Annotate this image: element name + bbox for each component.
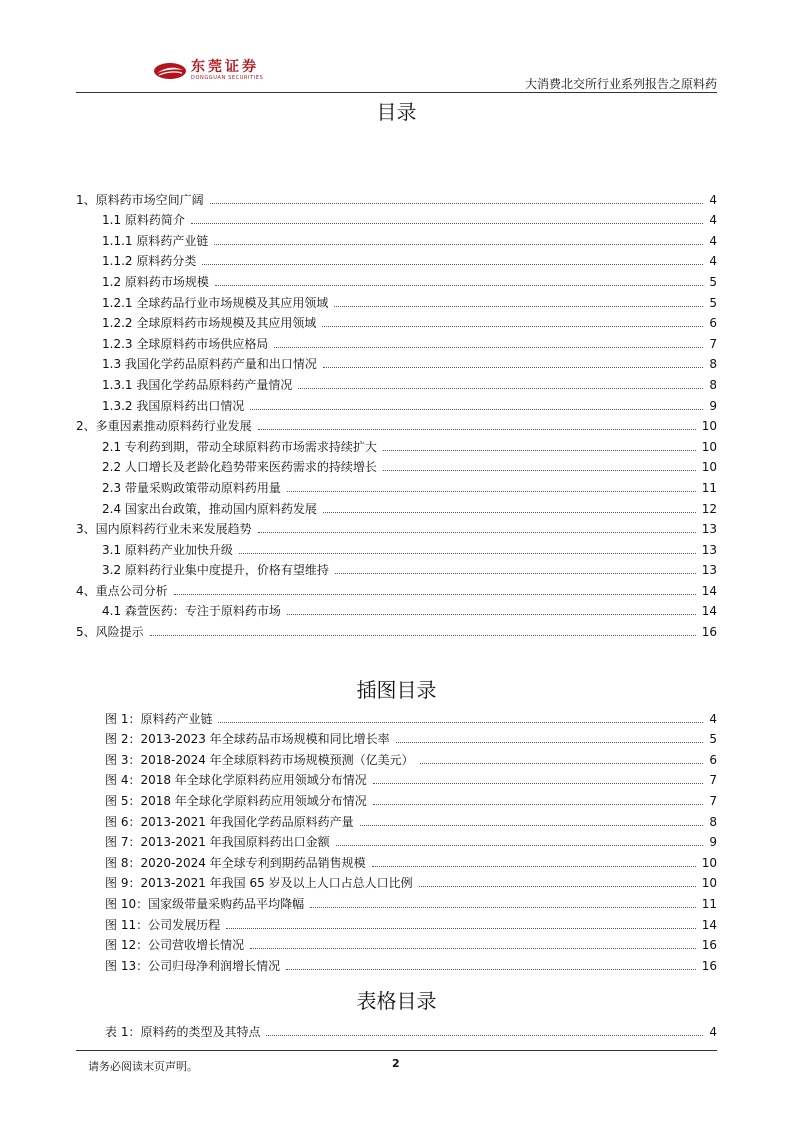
toc-entry-label: 1.1.2 原料药分类 [102, 254, 197, 269]
figure-entry-label: 图 4：2018 年全球化学原料药应用领域分布情况 [105, 773, 367, 788]
toc-entry-label: 2、多重因素推动原料药行业发展 [76, 419, 252, 434]
toc-entry[interactable] [76, 351, 717, 372]
dot-leader [372, 866, 696, 867]
dot-leader [323, 512, 696, 513]
dot-leader [373, 783, 703, 784]
dot-leader [214, 244, 703, 245]
toc-entry-label: 1.1.1 原料药产业链 [102, 233, 209, 248]
toc-entry-label: 3.1 原料药产业加快升级 [102, 542, 233, 557]
dot-leader [286, 969, 696, 970]
table-list [76, 1018, 717, 1039]
dot-leader [210, 203, 703, 204]
dot-leader [150, 635, 696, 636]
figure-entry-page: 7 [709, 773, 717, 788]
figure-entry-page: 10 [701, 855, 717, 870]
figure-entry[interactable] [76, 787, 717, 808]
toc-entry-label: 1.2.1 全球药品行业市场规模及其应用领域 [102, 295, 329, 310]
table-entry-page: 4 [709, 1024, 717, 1039]
toc-entry[interactable] [76, 248, 717, 269]
figure-entry[interactable] [76, 932, 717, 953]
toc-entry-page: 7 [709, 336, 717, 351]
toc-entry-page: 13 [701, 522, 717, 537]
toc-entry[interactable] [76, 618, 717, 639]
company-logo [153, 60, 263, 81]
dot-leader [373, 804, 703, 805]
dot-leader [336, 845, 703, 846]
dot-leader [191, 223, 703, 224]
figure-entry-label: 图 3：2018-2024 年全球原料药市场规模预测（亿美元） [105, 752, 414, 767]
toc-entry-page: 10 [701, 439, 717, 454]
toc-entry-page: 5 [709, 295, 717, 310]
toc-entry[interactable] [76, 207, 717, 228]
toc-entry[interactable] [76, 413, 717, 434]
figure-entry[interactable] [76, 808, 717, 829]
toc-entry-page: 12 [701, 501, 717, 516]
toc-entry-label: 1.2.2 全球原料药市场规模及其应用领域 [102, 316, 317, 331]
dot-leader [383, 450, 696, 451]
figure-entry-label: 图 6：2013-2021 年我国化学药品原料药产量 [105, 814, 354, 829]
toc-entry-page: 6 [709, 316, 717, 331]
page-header [0, 0, 793, 96]
figure-entry[interactable] [76, 890, 717, 911]
toc-entry[interactable] [76, 433, 717, 454]
figure-entry-page: 9 [709, 835, 717, 850]
figure-entry-page: 14 [701, 917, 717, 932]
figure-entry-page: 10 [701, 876, 717, 891]
dot-leader [420, 763, 703, 764]
figure-entry-page: 6 [709, 752, 717, 767]
toc-entry-page: 13 [701, 542, 717, 557]
toc-entry[interactable] [76, 289, 717, 310]
figure-entry-page: 16 [701, 958, 717, 973]
dot-leader [274, 347, 703, 348]
toc-entry[interactable] [76, 495, 717, 516]
toc-entry-page: 10 [701, 419, 717, 434]
table-list-title: 表格目录 [356, 989, 437, 1013]
toc-entry[interactable] [76, 371, 717, 392]
toc-entry[interactable] [76, 577, 717, 598]
toc-entry-label: 1、原料药市场空间广阔 [76, 192, 204, 207]
toc-entry[interactable] [76, 516, 717, 537]
dot-leader [360, 825, 703, 826]
figure-entry[interactable] [76, 767, 717, 788]
figure-entry-label: 图 2：2013-2023 年全球药品市场规模和同比增长率 [105, 732, 390, 747]
toc-entry-page: 4 [709, 233, 717, 248]
toc-entry-page: 14 [701, 583, 717, 598]
toc-entry-label: 1.2 原料药市场规模 [102, 274, 209, 289]
disclaimer-note: 请务必阅读末页声明。 [88, 1060, 198, 1073]
toc-entry[interactable] [76, 186, 717, 207]
dot-leader [287, 491, 696, 492]
figure-entry-label: 图 8：2020-2024 年全球专利到期药品销售规模 [105, 855, 366, 870]
toc-entry-label: 2.2 人口增长及老龄化趋势带来医药需求的持续增长 [102, 460, 377, 475]
figure-entry[interactable] [76, 849, 717, 870]
toc-entry-label: 1.3 我国化学药品原料药产量和出口情况 [102, 357, 317, 372]
figure-list-title: 插图目录 [356, 678, 437, 702]
toc-entry[interactable] [76, 392, 717, 413]
toc-entry[interactable] [76, 268, 717, 289]
figure-entry[interactable] [76, 705, 717, 726]
figure-entry-label: 图 5：2018 年全球化学原料药应用领域分布情况 [105, 793, 367, 808]
figure-entry-label: 图 13：公司归母净利润增长情况 [105, 958, 281, 973]
dot-leader [323, 367, 703, 368]
toc-entry[interactable] [76, 536, 717, 557]
toc-entry[interactable] [76, 310, 717, 331]
toc-entry-page: 4 [709, 254, 717, 269]
toc-entry-page: 4 [709, 192, 717, 207]
figure-entry[interactable] [76, 746, 717, 767]
footer-divider [76, 1050, 717, 1051]
table-entry-label: 表 1：原料药的类型及其特点 [105, 1024, 261, 1039]
figure-entry-page: 11 [701, 896, 717, 911]
dot-leader [310, 907, 696, 908]
toc-entry-label: 1.3.1 我国化学药品原料药产量情况 [102, 377, 293, 392]
toc-entry-label: 1.1 原料药简介 [102, 213, 185, 228]
toc-entry-label: 2.4 国家出台政策，推动国内原料药发展 [102, 501, 317, 516]
toc-entry[interactable] [76, 454, 717, 475]
toc-entry-page: 10 [701, 460, 717, 475]
dot-leader [287, 614, 696, 615]
toc-entry[interactable] [76, 557, 717, 578]
toc-entry-page: 8 [709, 377, 717, 392]
toc-entry-label: 1.2.3 全球原料药市场供应格局 [102, 336, 269, 351]
dot-leader [239, 553, 696, 554]
figure-entry-page: 4 [709, 711, 717, 726]
dot-leader [396, 742, 703, 743]
toc-entry-page: 11 [701, 480, 717, 495]
figure-entry[interactable] [76, 726, 717, 747]
dot-leader [322, 326, 703, 327]
toc-entry[interactable] [76, 227, 717, 248]
toc-entry[interactable] [76, 598, 717, 619]
figure-entry-label: 图 9：2013-2021 年我国 65 岁及以上人口占总人口比例 [105, 876, 413, 891]
toc-entry-page: 8 [709, 357, 717, 372]
dongguan-securities-logo-icon [153, 62, 187, 80]
toc-entry[interactable] [76, 330, 717, 351]
logo-english-text: DONGGUAN SECURITIES [191, 75, 264, 81]
toc-entry-page: 5 [709, 274, 717, 289]
toc-entry-label: 1.3.2 我国原料药出口情况 [102, 398, 245, 413]
toc-entry[interactable] [76, 474, 717, 495]
toc-entry-label: 4、重点公司分析 [76, 583, 168, 598]
dot-leader [226, 928, 696, 929]
figure-entry-page: 8 [709, 814, 717, 829]
figure-entry-page: 7 [709, 793, 717, 808]
toc-entry-page: 16 [701, 625, 717, 640]
toc-entry-label: 2.1 专利药到期，带动全球原料药市场需求持续扩大 [102, 439, 377, 454]
figure-entry-label: 图 7：2013-2021 年我国原料药出口金额 [105, 835, 330, 850]
figure-entry[interactable] [76, 829, 717, 850]
dot-leader [202, 264, 703, 265]
dot-leader [250, 948, 696, 949]
toc-entry-label: 5、风险提示 [76, 625, 144, 640]
toc-entry-page: 14 [701, 604, 717, 619]
figure-entry-page: 5 [709, 732, 717, 747]
figure-list [76, 705, 717, 973]
toc-entry-page: 9 [709, 398, 717, 413]
toc-title: 目录 [376, 100, 417, 124]
page-number: 2 [392, 1057, 400, 1070]
table-entry[interactable] [76, 1018, 717, 1039]
dot-leader [250, 409, 703, 410]
figure-entry[interactable] [76, 911, 717, 932]
toc-entry-label: 2.3 带量采购政策带动原料药用量 [102, 480, 281, 495]
toc-entry-label: 4.1 森萱医药：专注于原料药市场 [102, 604, 281, 619]
figure-entry[interactable] [76, 870, 717, 891]
toc-entry-label: 3.2 原料药行业集中度提升，价格有望维持 [102, 563, 329, 578]
dot-leader [266, 1035, 703, 1036]
toc-entry-label: 3、国内原料药行业未来发展趋势 [76, 522, 252, 537]
dot-leader [258, 429, 696, 430]
toc-entry-page: 4 [709, 213, 717, 228]
header-divider [76, 92, 717, 93]
figure-entry-label: 图 10：国家级带量采购药品平均降幅 [105, 896, 305, 911]
dot-leader [298, 388, 703, 389]
report-title: 大消费北交所行业系列报告之原料药 [524, 77, 717, 91]
logo-chinese-text: 东莞证券 [191, 59, 259, 75]
dot-leader [335, 573, 696, 574]
figure-entry-label: 图 12：公司营收增长情况 [105, 938, 245, 953]
toc-entry-page: 13 [701, 563, 717, 578]
figure-entry-label: 图 1：原料药产业链 [105, 711, 213, 726]
dot-leader [383, 470, 696, 471]
toc-list [76, 186, 717, 639]
dot-leader [174, 594, 696, 595]
dot-leader [218, 722, 703, 723]
dot-leader [258, 532, 696, 533]
figure-entry-label: 图 11：公司发展历程 [105, 917, 221, 932]
figure-entry-page: 16 [701, 938, 717, 953]
dot-leader [419, 886, 696, 887]
dot-leader [334, 306, 703, 307]
dot-leader [215, 285, 703, 286]
figure-entry[interactable] [76, 952, 717, 973]
